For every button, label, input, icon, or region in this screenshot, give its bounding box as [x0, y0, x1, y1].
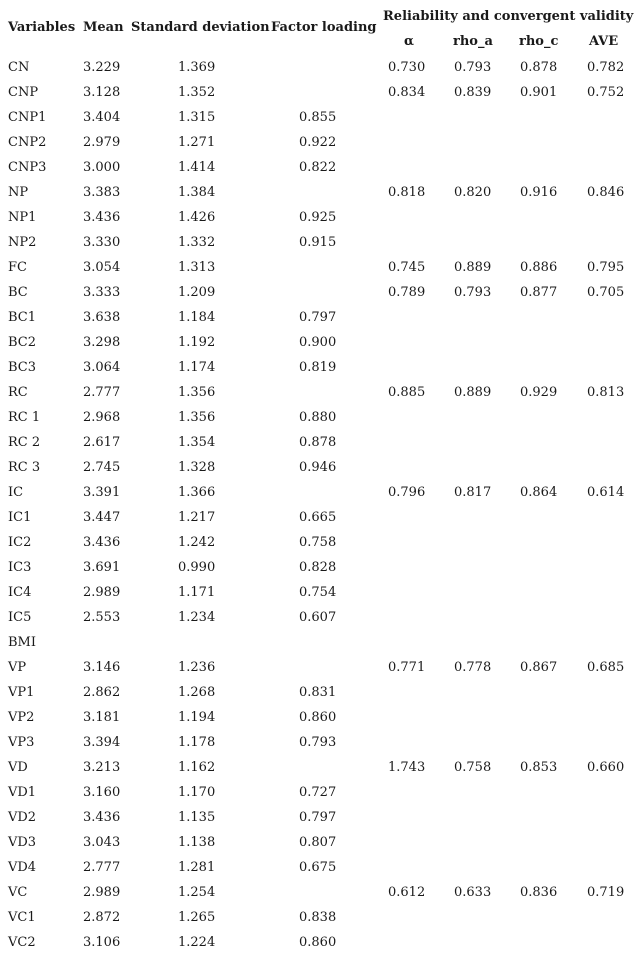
mean-cell: 3.043 [83, 835, 121, 850]
factor-loading-cell: 0.797 [299, 310, 337, 325]
mean-cell: 2.989 [83, 885, 121, 900]
sd-cell: 1.352 [178, 85, 216, 100]
sd-cell: 1.332 [178, 235, 216, 250]
sd-cell: 1.426 [178, 210, 216, 225]
table-row [0, 710, 641, 735]
mean-cell: 2.553 [83, 610, 121, 625]
header-variables: Variables [8, 20, 76, 35]
alpha-cell: 0.834 [388, 85, 426, 100]
rho-a-cell: 0.633 [454, 885, 492, 900]
sd-cell: 1.356 [178, 385, 216, 400]
variable-cell: VP3 [8, 735, 35, 750]
sd-cell: 1.224 [178, 935, 216, 950]
factor-loading-cell: 0.915 [299, 235, 337, 250]
factor-loading-cell: 0.675 [299, 860, 337, 875]
rho-a-cell: 0.820 [454, 185, 492, 200]
variable-cell: CNP1 [8, 110, 47, 125]
table-row [0, 735, 641, 760]
ave-cell: 0.685 [587, 660, 625, 675]
factor-loading-cell: 0.797 [299, 810, 337, 825]
ave-cell: 0.614 [587, 485, 625, 500]
table-row [0, 360, 641, 385]
mean-cell: 3.404 [83, 110, 121, 125]
variable-cell: VD1 [8, 785, 37, 800]
mean-cell: 3.383 [83, 185, 121, 200]
mean-cell: 3.106 [83, 935, 121, 950]
table-row [0, 485, 641, 510]
variable-cell: IC5 [8, 610, 32, 625]
mean-cell: 3.298 [83, 335, 121, 350]
variable-cell: VP [8, 660, 27, 675]
sd-cell: 1.281 [178, 860, 216, 875]
alpha-cell: 1.743 [388, 760, 426, 775]
variable-cell: BC1 [8, 310, 37, 325]
sd-cell: 1.271 [178, 135, 216, 150]
mean-cell: 2.979 [83, 135, 121, 150]
table-row [0, 660, 641, 685]
factor-loading-cell: 0.819 [299, 360, 337, 375]
factor-loading-cell: 0.925 [299, 210, 337, 225]
variable-cell: BC2 [8, 335, 37, 350]
table-row [0, 85, 641, 110]
sd-cell: 1.242 [178, 535, 216, 550]
rho-c-cell: 0.864 [520, 485, 558, 500]
variable-cell: BC [8, 285, 28, 300]
sd-cell: 1.384 [178, 185, 216, 200]
sd-cell: 1.356 [178, 410, 216, 425]
rho-c-cell: 0.886 [520, 260, 558, 275]
table-row [0, 785, 641, 810]
ave-cell: 0.813 [587, 385, 625, 400]
table-row [0, 760, 641, 785]
variable-cell: NP1 [8, 210, 37, 225]
table-row [0, 260, 641, 285]
rho-a-cell: 0.839 [454, 85, 492, 100]
table-row [0, 110, 641, 135]
sd-cell: 1.171 [178, 585, 216, 600]
sd-cell: 1.328 [178, 460, 216, 475]
variable-cell: FC [8, 260, 27, 275]
mean-cell: 3.181 [83, 710, 121, 725]
ave-cell: 0.846 [587, 185, 625, 200]
variable-cell: BC3 [8, 360, 37, 375]
rho-a-cell: 0.778 [454, 660, 492, 675]
table-row [0, 435, 641, 460]
mean-cell: 3.229 [83, 60, 121, 75]
mean-cell: 2.989 [83, 585, 121, 600]
variable-cell: IC4 [8, 585, 32, 600]
sd-cell: 1.268 [178, 685, 216, 700]
variable-cell: IC3 [8, 560, 32, 575]
factor-loading-cell: 0.607 [299, 610, 337, 625]
factor-loading-cell: 0.860 [299, 935, 337, 950]
sd-cell: 1.170 [178, 785, 216, 800]
table-row [0, 410, 641, 435]
rho-c-cell: 0.877 [520, 285, 558, 300]
variable-cell: NP2 [8, 235, 37, 250]
table-row [0, 235, 641, 260]
factor-loading-cell: 0.900 [299, 335, 337, 350]
variable-cell: RC [8, 385, 28, 400]
factor-loading-cell: 0.807 [299, 835, 337, 850]
table-row [0, 610, 641, 635]
sd-cell: 1.236 [178, 660, 216, 675]
table-row [0, 510, 641, 535]
table-row [0, 60, 641, 85]
variable-cell: CNP [8, 85, 39, 100]
table-row [0, 810, 641, 835]
alpha-cell: 0.771 [388, 660, 426, 675]
variable-cell: CN [8, 60, 30, 75]
ave-cell: 0.782 [587, 60, 625, 75]
table-row [0, 685, 641, 710]
rho-a-cell: 0.793 [454, 60, 492, 75]
variable-cell: VP1 [8, 685, 35, 700]
variable-cell: NP [8, 185, 29, 200]
ave-cell: 0.719 [587, 885, 625, 900]
mean-cell: 3.391 [83, 485, 121, 500]
mean-cell: 2.745 [83, 460, 121, 475]
mean-cell: 3.000 [83, 160, 121, 175]
variable-cell: VD4 [8, 860, 37, 875]
rho-c-cell: 0.929 [520, 385, 558, 400]
mean-cell: 2.872 [83, 910, 121, 925]
mean-cell: 3.213 [83, 760, 121, 775]
alpha-cell: 0.885 [388, 385, 426, 400]
rho-a-cell: 0.817 [454, 485, 492, 500]
sd-cell: 1.234 [178, 610, 216, 625]
ave-cell: 0.795 [587, 260, 625, 275]
mean-cell: 3.691 [83, 560, 121, 575]
mean-cell: 2.862 [83, 685, 121, 700]
variable-cell: VD3 [8, 835, 37, 850]
table-row [0, 385, 641, 410]
alpha-cell: 0.789 [388, 285, 426, 300]
factor-loading-cell: 0.758 [299, 535, 337, 550]
factor-loading-cell: 0.878 [299, 435, 337, 450]
header-factor-loading: Factor loading [271, 20, 377, 35]
sd-cell: 1.162 [178, 760, 216, 775]
factor-loading-cell: 0.831 [299, 685, 337, 700]
variable-cell: VC [8, 885, 28, 900]
table-row [0, 560, 641, 585]
sd-cell: 1.265 [178, 910, 216, 925]
mean-cell: 2.617 [83, 435, 121, 450]
table-row [0, 285, 641, 310]
mean-cell: 3.394 [83, 735, 121, 750]
variable-cell: VD [8, 760, 28, 775]
variable-cell: IC1 [8, 510, 32, 525]
header-standard-deviation: Standard deviation [131, 20, 270, 35]
table-row [0, 185, 641, 210]
rho-c-cell: 0.867 [520, 660, 558, 675]
mean-cell: 3.436 [83, 810, 121, 825]
sd-cell: 1.313 [178, 260, 216, 275]
mean-cell: 3.330 [83, 235, 121, 250]
rho-c-cell: 0.901 [520, 85, 558, 100]
ave-cell: 0.660 [587, 760, 625, 775]
variable-cell: VD2 [8, 810, 37, 825]
factor-loading-cell: 0.828 [299, 560, 337, 575]
sd-cell: 1.184 [178, 310, 216, 325]
alpha-cell: 0.612 [388, 885, 426, 900]
table-row [0, 460, 641, 485]
header-ave: AVE [589, 34, 619, 49]
variable-cell: VC2 [8, 935, 36, 950]
mean-cell: 3.638 [83, 310, 121, 325]
sd-cell: 0.990 [178, 560, 216, 575]
variable-cell: CNP2 [8, 135, 47, 150]
mean-cell: 2.777 [83, 385, 121, 400]
table-row [0, 935, 641, 960]
table-row [0, 635, 641, 660]
variable-cell: RC 2 [8, 435, 41, 450]
sd-cell: 1.315 [178, 110, 216, 125]
factor-loading-cell: 0.880 [299, 410, 337, 425]
mean-cell: 3.054 [83, 260, 121, 275]
alpha-cell: 0.745 [388, 260, 426, 275]
sd-cell: 1.209 [178, 285, 216, 300]
variable-cell: RC 1 [8, 410, 41, 425]
rho-c-cell: 0.836 [520, 885, 558, 900]
factor-loading-cell: 0.860 [299, 710, 337, 725]
header-mean: Mean [83, 20, 124, 35]
mean-cell: 3.436 [83, 210, 121, 225]
rho-c-cell: 0.916 [520, 185, 558, 200]
mean-cell: 3.146 [83, 660, 121, 675]
rho-c-cell: 0.878 [520, 60, 558, 75]
header-rho-c: rho_c [519, 34, 559, 49]
sd-cell: 1.194 [178, 710, 216, 725]
mean-cell: 3.436 [83, 535, 121, 550]
rho-a-cell: 0.793 [454, 285, 492, 300]
variable-cell: VC1 [8, 910, 36, 925]
table-row [0, 585, 641, 610]
rho-a-cell: 0.758 [454, 760, 492, 775]
mean-cell: 3.064 [83, 360, 121, 375]
variable-cell: IC2 [8, 535, 32, 550]
alpha-cell: 0.818 [388, 185, 426, 200]
table-row [0, 210, 641, 235]
factor-loading-cell: 0.922 [299, 135, 337, 150]
table-row [0, 910, 641, 935]
mean-cell: 2.968 [83, 410, 121, 425]
sd-cell: 1.174 [178, 360, 216, 375]
factor-loading-cell: 0.822 [299, 160, 337, 175]
table-row [0, 885, 641, 910]
sd-cell: 1.354 [178, 435, 216, 450]
variable-cell: CNP3 [8, 160, 47, 175]
sd-cell: 1.366 [178, 485, 216, 500]
alpha-cell: 0.730 [388, 60, 426, 75]
factor-loading-cell: 0.727 [299, 785, 337, 800]
factor-loading-cell: 0.754 [299, 585, 337, 600]
sd-cell: 1.217 [178, 510, 216, 525]
mean-cell: 3.447 [83, 510, 121, 525]
table-row [0, 135, 641, 160]
header-alpha: α [404, 34, 415, 49]
rho-a-cell: 0.889 [454, 385, 492, 400]
variable-cell: VP2 [8, 710, 35, 725]
rho-c-cell: 0.853 [520, 760, 558, 775]
factor-loading-cell: 0.838 [299, 910, 337, 925]
variable-cell: RC 3 [8, 460, 41, 475]
table-row [0, 335, 641, 360]
table-row [0, 535, 641, 560]
factor-loading-cell: 0.946 [299, 460, 337, 475]
sd-cell: 1.138 [178, 835, 216, 850]
mean-cell: 2.777 [83, 860, 121, 875]
factor-loading-cell: 0.793 [299, 735, 337, 750]
table-row [0, 310, 641, 335]
sd-cell: 1.178 [178, 735, 216, 750]
sd-cell: 1.192 [178, 335, 216, 350]
sd-cell: 1.135 [178, 810, 216, 825]
table-row [0, 835, 641, 860]
sd-cell: 1.254 [178, 885, 216, 900]
rho-a-cell: 0.889 [454, 260, 492, 275]
factor-loading-cell: 0.665 [299, 510, 337, 525]
table-row [0, 160, 641, 185]
mean-cell: 3.160 [83, 785, 121, 800]
alpha-cell: 0.796 [388, 485, 426, 500]
mean-cell: 3.128 [83, 85, 121, 100]
mean-cell: 3.333 [83, 285, 121, 300]
ave-cell: 0.705 [587, 285, 625, 300]
header-group-reliability: Reliability and convergent validity [383, 9, 634, 24]
table-row [0, 860, 641, 885]
factor-loading-cell: 0.855 [299, 110, 337, 125]
variable-cell: BMI [8, 635, 36, 650]
header-rho-a: rho_a [453, 34, 493, 49]
variable-cell: IC [8, 485, 24, 500]
ave-cell: 0.752 [587, 85, 625, 100]
sd-cell: 1.369 [178, 60, 216, 75]
sd-cell: 1.414 [178, 160, 216, 175]
